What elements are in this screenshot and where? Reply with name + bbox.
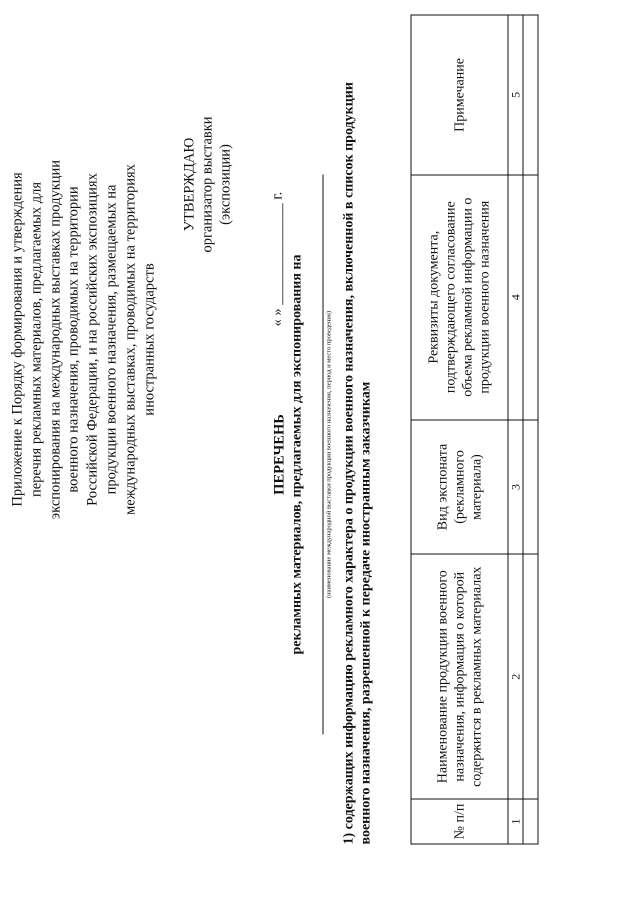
appendix-note	[9, 30, 159, 650]
appendix-line: перечня рекламных материалов, предлагаемых для	[28, 181, 45, 498]
col-number-header: № п/п	[411, 799, 508, 844]
appendix-line: военного назначения, проводимых на территории	[65, 186, 82, 493]
appendix-line: экспонирования на международных выставках продукции	[47, 159, 64, 520]
col-exhibit-type-header: Вид экспоната (рекламного материала)	[411, 420, 508, 555]
exhibition-name-note: (наименование международной выставки продукции военного назначения, период и место проведения)	[325, 310, 333, 599]
document-title: ПЕРЕЧЕНЬ	[271, 414, 288, 495]
appendix-line: продукции военного назначения, размещаемых на	[103, 184, 120, 495]
exhibition-name-line	[319, 175, 324, 735]
approval-role: организатор выставки	[199, 116, 216, 253]
appendix-line: Российской Федерации, и на российских экспозициях	[84, 173, 101, 506]
column-number-row	[508, 15, 523, 844]
approval-role-note: (экспозиции)	[217, 144, 234, 225]
appendix-line: международных выставках, проводимых на территориях	[122, 164, 139, 515]
table-cell	[523, 799, 538, 844]
column-number: 5	[508, 15, 523, 175]
col-product-name-header: Наименование продукции военного назначения, информация о которой содержится в рекламных материалах	[411, 554, 508, 799]
appendix-line: Приложение к Порядку формирования и утверждения	[9, 172, 26, 507]
col-document-requisites-header: Реквизиты документа, подтверждающего согласование объема рекламной информации о продукции военного назначения	[411, 175, 508, 420]
materials-table	[411, 15, 539, 845]
approval-date: « » ______________ г.	[269, 191, 286, 327]
document-heading	[271, 65, 334, 845]
table-header-row	[411, 15, 508, 844]
approval-title: УТВЕРЖДАЮ	[181, 137, 198, 232]
table-cell	[523, 420, 538, 555]
table-cell	[523, 15, 538, 175]
section-1-heading: 1) содержащих информацию рекламного характера о продукции военного назначения, включенной в список продукции военного назначения, разрешенной к передаче иностранным заказчикам	[341, 82, 374, 845]
table-cell	[523, 175, 538, 420]
col-note-header: Примечание	[411, 15, 508, 175]
column-number: 4	[508, 175, 523, 420]
document-page	[1, 0, 640, 905]
document-subtitle: рекламных материалов, предлагаемых для экспонирования на	[289, 254, 305, 655]
column-number: 3	[508, 420, 523, 555]
table-row	[523, 15, 538, 844]
appendix-line: иностранных государств	[141, 263, 158, 416]
table-cell	[523, 554, 538, 799]
column-number: 2	[508, 554, 523, 799]
column-number: 1	[508, 799, 523, 844]
